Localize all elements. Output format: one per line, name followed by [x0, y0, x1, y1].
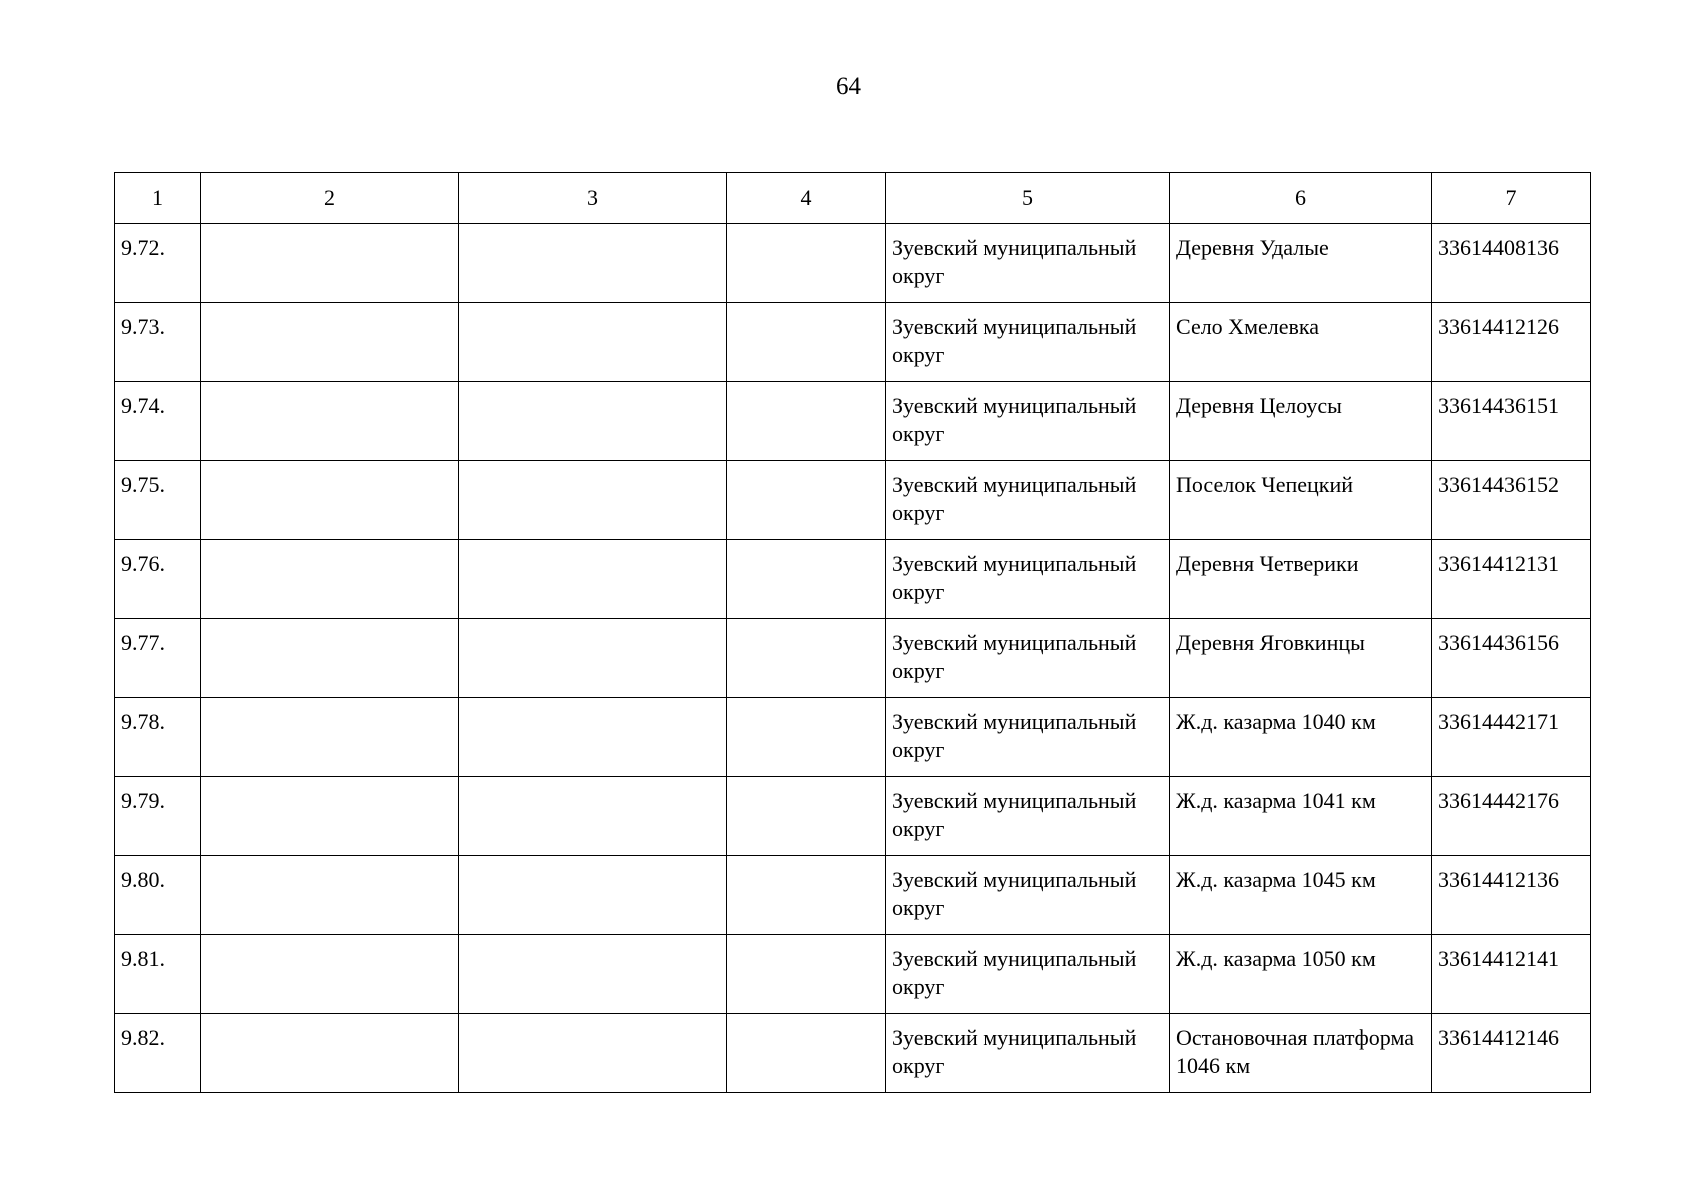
column-3-cell — [459, 935, 727, 1014]
code-cell: 33614412146 — [1432, 1014, 1591, 1093]
row-number-cell: 9.77. — [115, 619, 201, 698]
district-cell: Зуевский муниципальный округ — [886, 224, 1170, 303]
column-4-cell — [727, 224, 886, 303]
locality-cell: Деревня Целоусы — [1170, 382, 1432, 461]
row-number-cell: 9.76. — [115, 540, 201, 619]
column-4-cell — [727, 698, 886, 777]
column-3-cell — [459, 224, 727, 303]
district-cell: Зуевский муниципальный округ — [886, 1014, 1170, 1093]
locality-cell: Остановочная платформа 1046 км — [1170, 1014, 1432, 1093]
row-number-cell: 9.75. — [115, 461, 201, 540]
column-2-cell — [201, 619, 459, 698]
row-number-cell: 9.74. — [115, 382, 201, 461]
code-cell: 33614442171 — [1432, 698, 1591, 777]
row-number-cell: 9.78. — [115, 698, 201, 777]
column-4-cell — [727, 1014, 886, 1093]
table-row — [115, 935, 1591, 1014]
column-header-2: 2 — [201, 173, 459, 224]
code-cell: 33614412141 — [1432, 935, 1591, 1014]
row-number-cell: 9.79. — [115, 777, 201, 856]
locality-cell: Деревня Яговкинцы — [1170, 619, 1432, 698]
district-cell: Зуевский муниципальный округ — [886, 935, 1170, 1014]
locality-cell: Ж.д. казарма 1050 км — [1170, 935, 1432, 1014]
column-2-cell — [201, 935, 459, 1014]
data-table — [114, 172, 1591, 1093]
column-header-7: 7 — [1432, 173, 1591, 224]
header-row — [115, 173, 1591, 224]
locality-cell: Поселок Чепецкий — [1170, 461, 1432, 540]
locality-cell: Ж.д. казарма 1040 км — [1170, 698, 1432, 777]
locality-cell: Деревня Четверики — [1170, 540, 1432, 619]
column-2-cell — [201, 224, 459, 303]
district-cell: Зуевский муниципальный округ — [886, 856, 1170, 935]
column-4-cell — [727, 382, 886, 461]
column-4-cell — [727, 540, 886, 619]
column-2-cell — [201, 856, 459, 935]
column-header-6: 6 — [1170, 173, 1432, 224]
district-cell: Зуевский муниципальный округ — [886, 461, 1170, 540]
locality-cell: Деревня Удалые — [1170, 224, 1432, 303]
district-cell: Зуевский муниципальный округ — [886, 382, 1170, 461]
column-2-cell — [201, 461, 459, 540]
table-row — [115, 224, 1591, 303]
row-number-cell: 9.81. — [115, 935, 201, 1014]
locality-cell: Ж.д. казарма 1041 км — [1170, 777, 1432, 856]
code-cell: 33614436151 — [1432, 382, 1591, 461]
column-header-4: 4 — [727, 173, 886, 224]
page-number: 64 — [836, 73, 861, 100]
row-number-cell: 9.72. — [115, 224, 201, 303]
column-3-cell — [459, 303, 727, 382]
table-row — [115, 382, 1591, 461]
column-2-cell — [201, 303, 459, 382]
column-3-cell — [459, 382, 727, 461]
locality-cell: Село Хмелевка — [1170, 303, 1432, 382]
column-2-cell — [201, 382, 459, 461]
table-body — [115, 224, 1591, 1093]
column-2-cell — [201, 698, 459, 777]
table-row — [115, 540, 1591, 619]
column-2-cell — [201, 1014, 459, 1093]
locality-cell: Ж.д. казарма 1045 км — [1170, 856, 1432, 935]
column-3-cell — [459, 461, 727, 540]
column-3-cell — [459, 619, 727, 698]
column-2-cell — [201, 540, 459, 619]
code-cell: 33614412126 — [1432, 303, 1591, 382]
code-cell: 33614408136 — [1432, 224, 1591, 303]
column-3-cell — [459, 777, 727, 856]
column-4-cell — [727, 777, 886, 856]
district-cell: Зуевский муниципальный округ — [886, 698, 1170, 777]
column-2-cell — [201, 777, 459, 856]
code-cell: 33614436152 — [1432, 461, 1591, 540]
table-row — [115, 461, 1591, 540]
column-header-3: 3 — [459, 173, 727, 224]
district-cell: Зуевский муниципальный округ — [886, 777, 1170, 856]
code-cell: 33614442176 — [1432, 777, 1591, 856]
column-4-cell — [727, 935, 886, 1014]
column-4-cell — [727, 619, 886, 698]
table-row — [115, 777, 1591, 856]
code-cell: 33614436156 — [1432, 619, 1591, 698]
table-row — [115, 619, 1591, 698]
column-3-cell — [459, 1014, 727, 1093]
table-row — [115, 303, 1591, 382]
district-cell: Зуевский муниципальный округ — [886, 619, 1170, 698]
district-cell: Зуевский муниципальный округ — [886, 540, 1170, 619]
column-3-cell — [459, 856, 727, 935]
code-cell: 33614412131 — [1432, 540, 1591, 619]
column-4-cell — [727, 461, 886, 540]
row-number-cell: 9.82. — [115, 1014, 201, 1093]
table-row — [115, 856, 1591, 935]
row-number-cell: 9.80. — [115, 856, 201, 935]
column-header-1: 1 — [115, 173, 201, 224]
column-4-cell — [727, 303, 886, 382]
column-3-cell — [459, 698, 727, 777]
row-number-cell: 9.73. — [115, 303, 201, 382]
district-cell: Зуевский муниципальный округ — [886, 303, 1170, 382]
code-cell: 33614412136 — [1432, 856, 1591, 935]
column-3-cell — [459, 540, 727, 619]
table-row — [115, 698, 1591, 777]
column-header-5: 5 — [886, 173, 1170, 224]
table-row — [115, 1014, 1591, 1093]
column-4-cell — [727, 856, 886, 935]
